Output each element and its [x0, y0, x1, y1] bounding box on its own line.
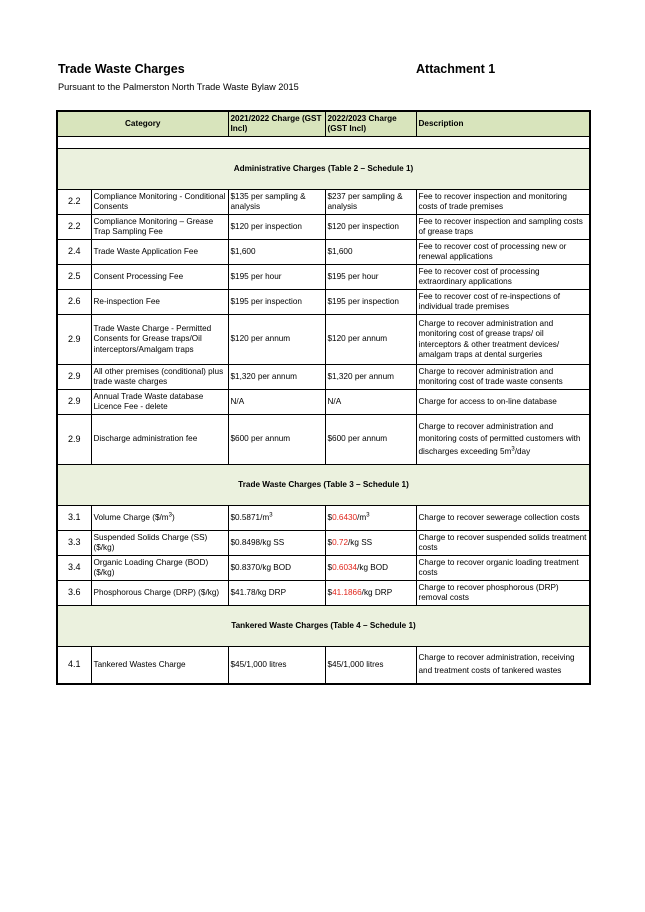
table-header-row — [57, 111, 590, 137]
row-charge-2022-2023: $0.72/kg SS — [325, 531, 416, 556]
row-number: 3.6 — [57, 581, 91, 606]
row-charge-2021-2022: $0.8370/kg BOD — [228, 556, 325, 581]
row-category: Compliance Monitoring – Grease Trap Sampling Fee — [91, 215, 228, 240]
row-description: Charge to recover suspended solids treatment costs — [416, 531, 590, 556]
row-charge-2021-2022: $0.8498/kg SS — [228, 531, 325, 556]
header-description: Description — [416, 111, 590, 137]
row-description: Charge to recover administration and monitoring cost of grease traps/ oil interceptors & other treatment devices/ amalgam traps at dental surgeries — [416, 315, 590, 365]
section-admin-title: Administrative Charges (Table 2 – Schedule 1) — [57, 149, 590, 190]
row-charge-2021-2022: $600 per annum — [228, 415, 325, 465]
row-category: Volume Charge $(\$/m^3)$ — [91, 506, 228, 531]
row-category: Organic Loading Charge (BOD) ($/kg) — [91, 556, 228, 581]
row-charge-2021-2022: $135 per sampling & analysis — [228, 190, 325, 215]
table-row — [57, 290, 590, 315]
header-charge-2021-2022: 2021/2022 Charge (GST Incl) — [228, 111, 325, 137]
row-description: Fee to recover cost of processing new or renewal applications — [416, 240, 590, 265]
row-charge-2021-2022: $195 per hour — [228, 265, 325, 290]
row-description: Charge to recover sewerage collection costs — [416, 506, 590, 531]
row-number: 2.9 — [57, 315, 91, 365]
row-charge-2021-2022: $120 per annum — [228, 315, 325, 365]
row-category: Annual Trade Waste database Licence Fee - delete — [91, 390, 228, 415]
row-category: Phosphorous Charge (DRP) ($/kg) — [91, 581, 228, 606]
header-category: Category — [57, 111, 228, 137]
row-charge-2022-2023: $237 per sampling & analysis — [325, 190, 416, 215]
row-category: Re-inspection Fee — [91, 290, 228, 315]
row-charge-2022-2023: $195 per inspection — [325, 290, 416, 315]
row-number: 2.9 — [57, 415, 91, 465]
table-row — [57, 215, 590, 240]
row-charge-2022-2023: $1,320 per annum — [325, 365, 416, 390]
header-charge-2022-2023: 2022/2023 Charge (GST Incl) — [325, 111, 416, 137]
row-number: 2.9 — [57, 390, 91, 415]
table-row — [57, 581, 590, 606]
table-row — [57, 240, 590, 265]
row-description: Charge to recover administration and monitoring cost of trade waste consents — [416, 365, 590, 390]
section-row-trade — [57, 465, 590, 506]
row-category: Suspended Solids Charge (SS) ($/kg) — [91, 531, 228, 556]
section-row-tankered — [57, 606, 590, 647]
row-description: Charge to recover administration and monitoring costs of permitted customers with discharges exceeding $5m^3$/day — [416, 415, 590, 465]
row-description: Fee to recover inspection and sampling costs of grease traps — [416, 215, 590, 240]
table-row — [57, 315, 590, 365]
row-category: Tankered Wastes Charge — [91, 647, 228, 684]
row-category: Trade Waste Application Fee — [91, 240, 228, 265]
charges-table — [56, 110, 591, 685]
row-charge-2022-2023: $120 per inspection — [325, 215, 416, 240]
row-charge-2022-2023: $\$0.6430/m^3$ — [325, 506, 416, 531]
row-category: Trade Waste Charge - Permitted Consents for Grease traps/Oil interceptors/Amalgam traps — [91, 315, 228, 365]
attachment-label: Attachment 1 — [416, 62, 496, 76]
table-row — [57, 647, 590, 684]
row-description: Charge to recover administration, receiving and treatment costs of tankered wastes — [416, 647, 590, 684]
row-category: Discharge administration fee — [91, 415, 228, 465]
row-description: Charge to recover phosphorous (DRP) removal costs — [416, 581, 590, 606]
row-charge-2021-2022: N/A — [228, 390, 325, 415]
row-number: 2.5 — [57, 265, 91, 290]
page-title: Trade Waste Charges — [58, 62, 185, 76]
row-number: 4.1 — [57, 647, 91, 684]
row-charge-2021-2022: $1,600 — [228, 240, 325, 265]
row-category: Compliance Monitoring - Conditional Consents — [91, 190, 228, 215]
table-row — [57, 390, 590, 415]
row-number: 2.2 — [57, 215, 91, 240]
row-charge-2022-2023: $1,600 — [325, 240, 416, 265]
table-row — [57, 531, 590, 556]
row-charge-2022-2023: $0.6034/kg BOD — [325, 556, 416, 581]
row-number: 2.6 — [57, 290, 91, 315]
row-category: Consent Processing Fee — [91, 265, 228, 290]
row-description: Charge for access to on-line database — [416, 390, 590, 415]
row-category: All other premises (conditional) plus trade waste charges — [91, 365, 228, 390]
table-row — [57, 265, 590, 290]
row-charge-2021-2022: $1,320 per annum — [228, 365, 325, 390]
row-number: 2.2 — [57, 190, 91, 215]
page-subtitle: Pursuant to the Palmerston North Trade Waste Bylaw 2015 — [58, 82, 299, 92]
row-charge-2021-2022: $41.78/kg DRP — [228, 581, 325, 606]
row-number: 2.4 — [57, 240, 91, 265]
row-charge-2022-2023: $195 per hour — [325, 265, 416, 290]
row-charge-2021-2022: $\$0.5871/m^3$ — [228, 506, 325, 531]
row-number: 3.1 — [57, 506, 91, 531]
table-row — [57, 190, 590, 215]
row-description: Fee to recover cost of re-inspections of individual trade premises — [416, 290, 590, 315]
row-description: Fee to recover cost of processing extraordinary applications — [416, 265, 590, 290]
row-number: 2.9 — [57, 365, 91, 390]
row-charge-2022-2023: $120 per annum — [325, 315, 416, 365]
row-description: Charge to recover organic loading treatment costs — [416, 556, 590, 581]
row-charge-2022-2023: $600 per annum — [325, 415, 416, 465]
table-row — [57, 365, 590, 390]
row-charge-2022-2023: $41.1866/kg DRP — [325, 581, 416, 606]
row-charge-2022-2023: N/A — [325, 390, 416, 415]
section-row-admin — [57, 149, 590, 190]
section-tankered-title: Tankered Waste Charges (Table 4 – Schedule 1) — [57, 606, 590, 647]
section-trade-title: Trade Waste Charges (Table 3 – Schedule 1) — [57, 465, 590, 506]
row-charge-2021-2022: $195 per inspection — [228, 290, 325, 315]
table-row — [57, 506, 590, 531]
row-charge-2021-2022: $45/1,000 litres — [228, 647, 325, 684]
row-charge-2021-2022: $120 per inspection — [228, 215, 325, 240]
row-number: 3.3 — [57, 531, 91, 556]
row-number: 3.4 — [57, 556, 91, 581]
spacer-row — [57, 137, 590, 149]
row-description: Fee to recover inspection and monitoring costs of trade premises — [416, 190, 590, 215]
table-row — [57, 556, 590, 581]
table-row — [57, 415, 590, 465]
row-charge-2022-2023: $45/1,000 litres — [325, 647, 416, 684]
